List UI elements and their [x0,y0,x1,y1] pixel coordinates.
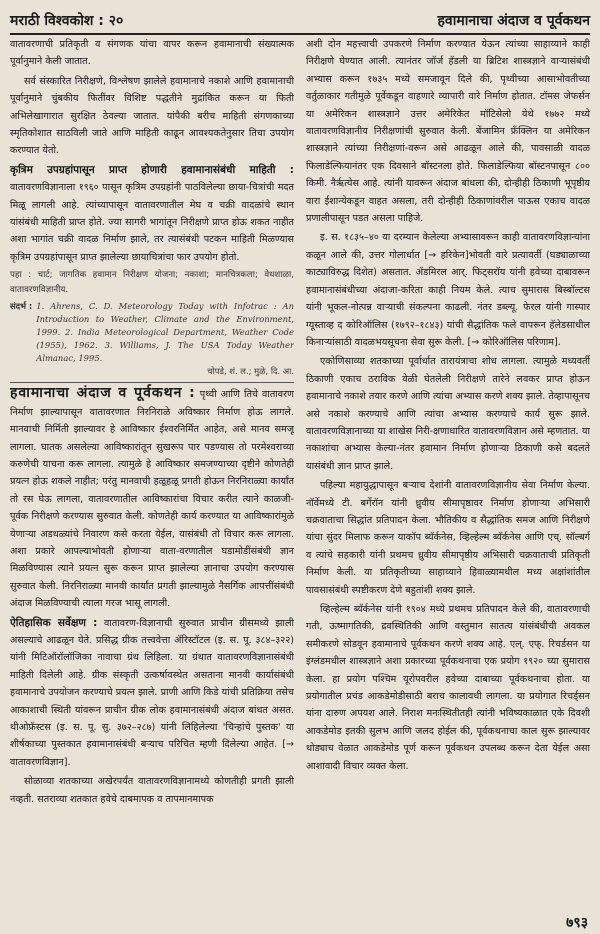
paragraph: वातावरणाची प्रतिकृती व संगणक यांचा वापर करून हवामानाची संख्यात्मक पूर्वानुमाने केली जातात. [10,39,294,68]
section-heading: ऐतिहासिक सर्वेक्षण : [10,616,98,629]
article-authors: चोपडे, शं. ल.; मुळे, दि. आ. [207,366,294,377]
section-satellite [10,162,294,266]
paragraph: व्हिल्हेल्म ब्यॅर्कनेस यांनी १९०४ मध्ये प्रथमच प्रतिपादन केले की, वातावरणाची गती, ऊष्मागतिकी, द्रवस्थितिकी आणि वस्तुमान सातत्य यांसंबंधीची अवकल समीकरणे सोडवून हवामानाचे पूर्वकथन करणे शक्य आहे. एल्. एफ्. रिचर्डसन या इंग्लंडमधील शास्त्रज्ञाने अशा प्रकारच्या पूर्वकथनाचा एक प्रयोग १९२० च्या सुमारास केला. हा प्रयोग पश्चिम यूरोपवरील हवेच्या दाबाच्या पूर्वकथनाचा होता. या प्रयोगातील प्रचंड आकडेमोडीसाठी बराच कालावधी लागला. या प्रयोगात रिचर्ड्सन यांना दारुण अपयश आले. निराश मनःस्थितीतही त्यांनी भविष्यकाळात एके दिवशी आकडेमोड इतकी सुलभ आणि जलद होईल की, पूर्वकथनाचा काल सुरू झाल्यावर थोड्याच वेळात आकडेमोड पूर्ण करून पूर्वकथन उपलब्ध करून देता येईल असा आशावादी विचार व्यक्त केला. [306,604,590,772]
references-label: संदर्भ : [10,301,33,312]
paragraph: पहिल्या महायुद्धापासून बऱ्याच देशांनी वातावरणविज्ञानीय सेवा निर्माण केल्या. नॉर्वेमध्ये टी. बर्गेरॉन यांनी ध्रुवीय सीमापृष्ठावर निर्माण होणाऱ्या अभिसारी चक्रवाताचा सिद्धांत प्रतिपादन केला. भौतिकीय व सैद्धांतिक समज आणि निरीक्षणे यांचा सुंदर मिलाफ करून याकॉप ब्यॅर्कनेस, व्हिल्हेल्म ब्यॅर्कनेस आणि एच्. सॉल्बर्ग व त्यांचे सहकारी यांनी प्रथमच ध्रुवीय सीमापृष्ठीय अभिसारी चक्रवाताची प्रतिकृती निर्माण केली. या प्रतिकृतीच्या साहाय्याने हिवाळ्यामधील मध्य अक्षांशांतील पावसासंबंधी स्पष्टीकरण देणे बहुतांशी शक्य झाले. [306,480,590,596]
paragraph: एकोणिसाव्या शतकाच्या पूर्वार्धात तारायंत्राचा शोध लागला. त्यामुळे मध्यवर्ती ठिकाणी एकाच ठराविक वेळी घेतलेली निरीक्षणे तारेने लवकर प्राप्त होऊन हवामानाचे नकाशे तयार करणे आणि त्यांचा अभ्यास करणे शक्य झाले. तेव्हापासूनच असे नकाशे करण्याचे आणि त्यांचा अभ्यास करण्याचे कार्य सुरू झाले. वातावरणविज्ञानाच्या या शाखेस निरी-क्षणाधारित वातावरणविज्ञान असे म्हणतात. या नकाशांचा अभ्यास केल्या-नंतर हवामान निर्माण होणाऱ्या ठिकाणी कसे बदलते यासंबंधी ज्ञान प्राप्त झाले. [306,356,590,472]
references-text: 1. Ahrens, C. D. Meteorology Today with Infotrac : An Introduction to Weather, Climate and the Environment, 1999. 2. India Meteorological Department, Weather Code (1955), 1962. 3. Williams, J. The USA Today Weather Almanac, 1995. [36,301,294,364]
paragraph-text: वातावरण-विज्ञानाची सुरुवात प्राचीन ग्रीसमध्ये झाली असल्याचे आढळून येते. प्रसिद्ध ग्रीक तत्त्ववेत्ता ॲरिस्टॉटल (इ. स. पू. ३८४–३२२) यांनी मिटिऑरॉलॉजिका नावाचा ग्रंथ लिहिला. या ग्रंथात वातावरणविज्ञानासंबंधी माहिती दिलेली आहे. ग्रीक संस्कृती उत्कर्षावस्थेत असताना मानवी कार्यासंबंधी हवामानाचे उपयोजन करण्याचे प्रयत्न झाले. प्राणी आणि किडे यांची प्रतिक्रिया तसेच आकाशाची स्थिती यांवरून प्राचीन ग्रीक लोक हवामानासंबंधी अंदाज बांधत असत. थीओफ्रॅस्टस (इ. स. पू. सु. ३७२–२८७) यांनी लिहिलेल्या 'चिन्हांचे पुस्तक' या शीर्षकाच्या पुस्तकात हवामानासंबंधी बऱ्याच परिचित म्हणी दिलेल्या आहेत. [→ वातावरणविज्ञान]. [10,617,294,768]
references [10,300,294,378]
see-also-text: पहा : चार्ट; जागतिक हवामान निरीक्षण योजना; नकाशा; मानचित्रकला; वेधशाळा, वातावरणविज्ञानीय. [10,270,294,296]
section-history [10,615,294,772]
paragraph-text: वातावरणविज्ञानाला १९६० पासून कृत्रिम उपग्रहांनी पाठविलेल्या छाया-चित्रांची मदत मिळू लागली आहे. त्यांच्यापासून वातावरणातील मेघ व चक्री वादळांचे स्थान यांसंबंधी माहिती प्राप्त होते. ज्या सागरी भागांतून निरीक्षणे प्राप्त होऊ शकत नाहीत अशा भागांत चक्री वादळ निर्माण झाले, तर त्यासंबंधी पटकन माहिती मिळण्यास कृत्रिम उपग्रहांपासून प्राप्त झालेल्या छायाचित्रांचा फार उपयोग होतो. [10,182,294,263]
section-heading: कृत्रिम उपग्रहांपासून प्राप्त होणारी हवामानासंबंधी माहिती : [10,163,294,176]
left-column [10,36,294,916]
section-forecast [10,385,294,612]
right-column [306,36,590,916]
page-header [10,6,590,35]
header-article-title: हवामानाचा अंदाज व पूर्वकथन [437,13,590,29]
divider [10,382,294,383]
paragraph-text: पृथ्वी आणि तिचे वातावरण निर्माण झाल्यापासून वातावरणात निरनिराळे अविष्कार निर्माण होऊ लागले. मानवाची निर्मिती झाल्यावर हे आविष्कार ईश्वरनिर्मित आहेत, असे मानव समजू लागला. घातक असलेल्या आविष्कारांतून सुखरूप पार पडण्यास तो परमेश्वराच्या करुणेची याचना करू लागला. त्यामुळे हे आविष्कार समजण्याच्या दृष्टीने कोणतेही प्रयत्न होऊ शकले नाहीत; परंतु मानवाची हळूहळू प्रगती होऊन निरनिराळ्या कार्यांत तो रस घेऊ लागला, वातावरणातील आविष्कारांचा विचार करीत त्याने काळजी-पूर्वक निरीक्षणे करण्यास सुरुवात केली. कोणतेही कार्य करण्यात या आविष्कारांमुळे येणाऱ्या अडथळ्यांचे निवारण कसे करता येईल, यासंबंधी तो विचार करू लागला. अशा प्रकारे आपल्याभोवती होणाऱ्या वाता-वरणातील घडामोडींसंबंधी ज्ञान मिळविण्यास त्याने प्रयत्न सुरू करून प्राप्त झालेल्या ज्ञानाचा उपयोग करण्यास सुरुवात केली. निरनिराळ्या मानवी कार्यांत प्रगती झाल्यामुळे नैसर्गिक आपत्तींसंबंधी अंदाज मिळविण्याची त्याला गरज भासू लागली. [10,389,294,610]
paragraph: सोळाव्या शतकाच्या अखेरपर्यंत वातावरणविज्ञानामध्ये कोणतीही प्रगती झाली नव्हती. सतराव्या शतकात हवेचे दाबमापक व तापमानमापक [10,776,294,805]
article-heading: हवामानाचा अंदाज व पूर्वकथन : [10,385,196,402]
paragraph: सर्व संस्कारित निरीक्षणे, विश्लेषण झालेले हवामानाचे नकाशे आणि हवामानाची पूर्वानुमाने चुंबकीय फितींवर विशिष्ट पद्धतीने मुद्रांकित करून या फिती अभिलेखागारात सुरक्षित ठेवल्या जातात. यांपैकी बरीच माहिती संगणकाच्या स्मृतिकोशात साठविली जाते आणि माहिती काढून आवश्यकतेनुसार तिचा उपयोग करण्यात येतो. [10,75,294,157]
page-number: ७९३ [566,915,588,931]
paragraph: अशी दोन महत्त्वाची उपकरणे निर्माण करण्यात येऊन त्यांच्या साहाय्याने काही निरीक्षणे घेण्यात आली. त्यानंतर जॉर्ज हॅडली या ब्रिटिश शास्त्रज्ञाने वाऱ्यासंबंधी अभ्यास करून १७३५ मध्ये समजावून दिले की, पृथ्वीच्या आसाभोवतीच्या वर्तुळाकार गतीमुळे पूर्वेकडून वाहणारे व्यापारी वारे निर्माण होतात. टॉमस जेफर्सन या अमेरिकन शास्त्रज्ञाने उत्तर अमेरिकेत मॉटिसेलो येथे १७७२ मध्ये वातावरणविज्ञानीय निरीक्षणांची सुरुवात केली. बेंजामिन फ्रँक्लिन या अमेरिकन शास्त्रज्ञाने त्यांच्या निरीक्षणां-वरून असे आढळून आले की, पावसाळी वादळ फिलाडेल्फियानंतर एक दिवसाने बॉस्टनला होते. फिलाडेल्फिया बॉस्टनपासून ८०० किमी. नैर्ऋत्येस आहे. त्यांनी यावरून अंदाज बांधला की, दोन्हीही ठिकाणी भूपृष्ठीय वारा ईशान्येकडून वाहत असला, तरी दोन्हीही ठिकाणांवरील पाऊस एकाच वादळ प्रणालीपासून पडत असला पाहिजे. [306,39,590,225]
paragraph: इ. स. १८३५–४० या दरम्यान केलेल्या अभ्यासावरून काही वातावरणविज्ञान्यांना कळून आले की, उत्तर गोलार्धात [→ हरिकेन]भोवती वारे प्रत्यावर्ती (घड्याळाच्या काट्याविरुद्ध दिशेत) असतात. ॲडमिरल आर्. फिट्सरॉय यांनी हवेच्या दाबावरून हवामानासंबंधीच्या अंदाजा-करिता काही नियम केले. त्याच सुमारास बिस्बॉल्टस यांनी भूकल-नोत्पन्न वाऱ्याची संकल्पना काढली. नंतर डब्ल्यू. फेरल यांनी गास्पार ग्यूस्ताव्ह द कोरिऑलिस (१७९२–१८४३) यांची सैद्धांतिक फले वापरून हॅलेडसाधील किनाऱ्यांसाठी वादळभयसूचना सेवा सुरू केली. [→ कोरिऑलिस परिणाम]. [306,232,590,348]
header-volume-title: मराठी विश्वकोश : २० [10,13,124,29]
see-also-note [10,268,294,298]
article-body [10,36,590,916]
